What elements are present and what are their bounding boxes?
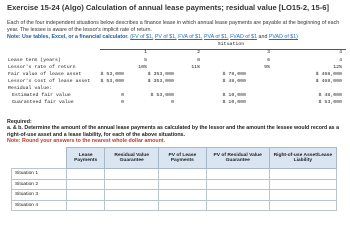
cell: $ 53,000 bbox=[318, 100, 342, 105]
cell: $ 10,000 bbox=[222, 93, 246, 98]
and-text: and bbox=[258, 34, 268, 40]
cell: $ 53,000 bbox=[100, 79, 124, 84]
answer-row bbox=[12, 179, 337, 190]
input-cell[interactable] bbox=[269, 200, 336, 211]
input-cell[interactable] bbox=[269, 190, 336, 201]
input-cell[interactable] bbox=[105, 169, 159, 180]
input-cell[interactable] bbox=[269, 169, 336, 180]
corner-cell bbox=[12, 148, 67, 169]
cell: 6 bbox=[267, 58, 270, 63]
input-cell[interactable] bbox=[105, 200, 159, 211]
input-cell[interactable] bbox=[158, 169, 206, 180]
col-residual-guarantee: Residual Value Guarantee bbox=[105, 148, 159, 169]
situation-header: Situation bbox=[217, 42, 245, 47]
answer-row bbox=[12, 200, 337, 211]
fv-link[interactable]: (FV of $1, bbox=[130, 34, 154, 40]
cell: $ 353,000 bbox=[147, 79, 174, 84]
cell: $ 48,000 bbox=[318, 93, 342, 98]
cell: 5 bbox=[144, 58, 147, 63]
input-cell[interactable] bbox=[158, 179, 206, 190]
col-header-4: 4 bbox=[339, 50, 342, 55]
input-cell[interactable] bbox=[158, 200, 206, 211]
cell: $ 468,000 bbox=[315, 72, 342, 77]
answer-table bbox=[11, 147, 337, 211]
row-label: Situation 4 bbox=[12, 200, 67, 211]
cell: $ 53,000 bbox=[150, 93, 174, 98]
note-line bbox=[7, 34, 347, 40]
cell: 8 bbox=[197, 58, 200, 63]
col-pv-lease-payments: PV of Lease Payments bbox=[158, 148, 206, 169]
rounding-note: Note: Round your answers to the nearest whole dollar amount. bbox=[7, 138, 166, 145]
cell: $ 353,000 bbox=[147, 72, 174, 77]
row-label-cost: Lessor's cost of lease asset bbox=[8, 79, 91, 84]
required-text: a. & b. Determine the amount of the annual lease payments as calculated by the lessor and the amount the lessee would record as a right-of-use asset and a lease liability, for each of the above situations. bbox=[7, 125, 340, 138]
input-cell[interactable] bbox=[206, 179, 269, 190]
col-rou-asset-liability: Right-of-use Asset/Lease Liability bbox=[269, 148, 336, 169]
exercise-title: Exercise 15-24 (Algo) Calculation of annual lease payments; residual value [LO15-2, 15-6] bbox=[7, 3, 330, 12]
col-header-1: 1 bbox=[144, 50, 147, 55]
input-cell[interactable] bbox=[105, 179, 159, 190]
row-label: Situation 1 bbox=[12, 169, 67, 180]
cell: $ 48,000 bbox=[222, 79, 246, 84]
fva-link[interactable]: FVA of $1, bbox=[178, 34, 203, 40]
row-label-rate: Lessor's rate of return bbox=[8, 65, 76, 70]
row-label-lease-term: Lease term (years) bbox=[8, 58, 61, 63]
cell: $ 53,000 bbox=[100, 72, 124, 77]
cell: 4 bbox=[339, 58, 342, 63]
input-cell[interactable] bbox=[67, 169, 105, 180]
answer-row bbox=[12, 169, 337, 180]
cell: 0 bbox=[171, 100, 174, 105]
input-cell[interactable] bbox=[206, 190, 269, 201]
cell: 10% bbox=[138, 65, 147, 70]
required-section bbox=[7, 119, 347, 145]
answer-row bbox=[12, 190, 337, 201]
input-cell[interactable] bbox=[206, 169, 269, 180]
input-cell[interactable] bbox=[67, 200, 105, 211]
row-label: Situation 2 bbox=[12, 179, 67, 190]
cell: $ 468,000 bbox=[315, 79, 342, 84]
col-pv-residual-guarantee: PV of Residual Value Guarantee bbox=[206, 148, 269, 169]
row-label-residual: Residual value: bbox=[8, 86, 53, 91]
cell: 12% bbox=[333, 65, 342, 70]
row-label-guaranteed: Guaranteed fair value bbox=[12, 100, 74, 105]
cell: 0 bbox=[121, 100, 124, 105]
cell: 9% bbox=[264, 65, 270, 70]
note-prefix: Note: Use tables, Excel, or a financial calculator. bbox=[7, 34, 129, 40]
row-label: Situation 3 bbox=[12, 190, 67, 201]
pva-link[interactable]: PVA of $1, bbox=[203, 34, 229, 40]
col-lease-payments: Lease Payments bbox=[67, 148, 105, 169]
fvad-link[interactable]: FVAD of $1 bbox=[230, 34, 258, 40]
intro-text: Each of the four independent situations below describes a finance lease in which annual lease payments are payable at the beginning of each year. The lessee is aware of the lessor's implicit rate of return. bbox=[7, 20, 340, 33]
cell: 0 bbox=[121, 93, 124, 98]
col-header-3: 3 bbox=[267, 50, 270, 55]
col-header-2: 2 bbox=[197, 50, 200, 55]
cell: 11% bbox=[191, 65, 200, 70]
required-heading: Required: bbox=[7, 119, 32, 125]
pvad-link[interactable]: PVAD of $1) bbox=[268, 34, 298, 40]
input-cell[interactable] bbox=[158, 190, 206, 201]
cell: $ 10,000 bbox=[222, 100, 246, 105]
input-cell[interactable] bbox=[269, 179, 336, 190]
row-label-fair-value: Fair value of lease asset bbox=[8, 72, 82, 77]
cell: $ 78,000 bbox=[222, 72, 246, 77]
row-label-estimated: Estimated fair value bbox=[12, 93, 71, 98]
input-cell[interactable] bbox=[105, 190, 159, 201]
input-cell[interactable] bbox=[206, 200, 269, 211]
input-cell[interactable] bbox=[67, 190, 105, 201]
input-cell[interactable] bbox=[67, 179, 105, 190]
pv-link[interactable]: PV of $1, bbox=[154, 34, 177, 40]
